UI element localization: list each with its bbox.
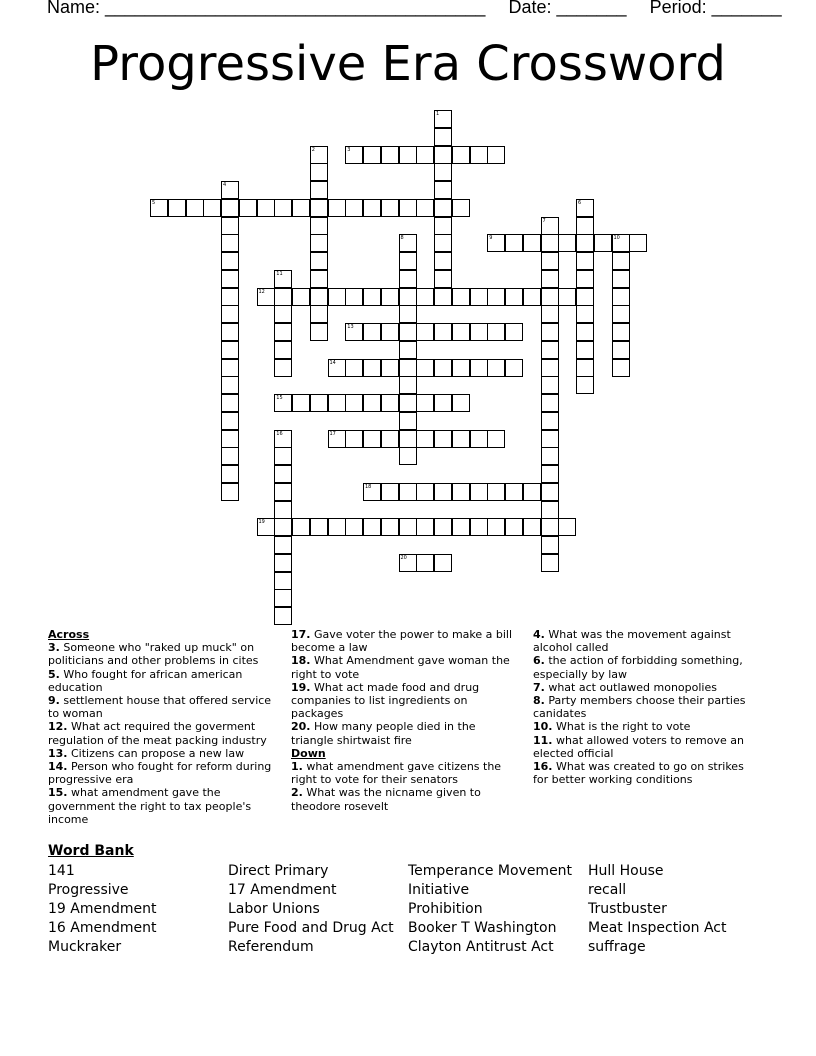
- clue-item: 15. what amendment gave the government the right to tax people's income: [48, 786, 252, 826]
- clue-item: 3. Someone who "raked up muck" on politicians and other problems in cites: [48, 641, 259, 668]
- crossword-cell[interactable]: [399, 199, 417, 217]
- crossword-cell[interactable]: [452, 430, 470, 448]
- crossword-cell[interactable]: [576, 376, 594, 394]
- crossword-cell[interactable]: [434, 128, 452, 146]
- crossword-cell[interactable]: [399, 412, 417, 430]
- crossword-cell[interactable]: [221, 181, 239, 199]
- crossword-cell[interactable]: [221, 465, 239, 483]
- crossword-cell[interactable]: [310, 394, 328, 412]
- clue-item: 4. What was the movement against alcohol called: [533, 628, 731, 655]
- crossword-cell[interactable]: [487, 288, 505, 306]
- crossword-cell[interactable]: [576, 288, 594, 306]
- crossword-cell[interactable]: [541, 323, 559, 341]
- crossword-cell[interactable]: [328, 359, 346, 377]
- word-bank-heading: Word Bank: [48, 843, 134, 859]
- crossword-cell[interactable]: [416, 518, 434, 536]
- crossword-cell[interactable]: [363, 323, 381, 341]
- crossword-cell[interactable]: [310, 217, 328, 235]
- crossword-cell[interactable]: [416, 323, 434, 341]
- crossword-cell[interactable]: [274, 607, 292, 625]
- crossword-cell[interactable]: [470, 483, 488, 501]
- crossword-cell[interactable]: [505, 323, 523, 341]
- crossword-cell[interactable]: [576, 217, 594, 235]
- crossword-cell[interactable]: [576, 234, 594, 252]
- crossword-cell[interactable]: [576, 270, 594, 288]
- crossword-cell[interactable]: [505, 288, 523, 306]
- crossword-cell[interactable]: [541, 501, 559, 519]
- crossword-cell[interactable]: [576, 252, 594, 270]
- clue-item: 13. Citizens can propose a new law: [48, 746, 245, 760]
- word-bank-item: recall: [588, 882, 627, 898]
- crossword-cell[interactable]: [612, 323, 630, 341]
- crossword-cell[interactable]: [470, 146, 488, 164]
- crossword-cell[interactable]: [416, 483, 434, 501]
- word-bank-item: 19 Amendment: [48, 901, 157, 917]
- crossword-cell[interactable]: [363, 518, 381, 536]
- crossword-cell[interactable]: [434, 288, 452, 306]
- crossword-cell[interactable]: [434, 394, 452, 412]
- crossword-cell[interactable]: [487, 323, 505, 341]
- crossword-cell[interactable]: [363, 394, 381, 412]
- date-field[interactable]: Date: _______: [508, 0, 627, 17]
- crossword-cell[interactable]: [487, 518, 505, 536]
- clue-item: 2. What was the nicname given to theodore rosevelt: [291, 786, 481, 813]
- clue-item: 5. Who fought for african american education: [48, 667, 243, 694]
- clue-number: 7: [542, 217, 546, 224]
- crossword-cell[interactable]: [399, 376, 417, 394]
- clue-number: 2: [311, 146, 315, 153]
- crossword-cell[interactable]: [399, 146, 417, 164]
- crossword-cell[interactable]: [399, 430, 417, 448]
- crossword-cell[interactable]: [434, 359, 452, 377]
- clues-column-3: [533, 628, 758, 786]
- word-bank-column: [48, 862, 156, 957]
- crossword-cell[interactable]: [221, 483, 239, 501]
- crossword-cell[interactable]: [381, 288, 399, 306]
- crossword-cell[interactable]: [221, 341, 239, 359]
- crossword-cell[interactable]: [292, 394, 310, 412]
- crossword-cell[interactable]: [363, 288, 381, 306]
- crossword-cell[interactable]: [274, 572, 292, 590]
- crossword-cell[interactable]: [274, 589, 292, 607]
- crossword-cell[interactable]: [310, 518, 328, 536]
- word-bank-item: Initiative: [408, 882, 470, 898]
- clue-number: 19: [258, 519, 265, 526]
- word-bank-column: [228, 862, 394, 957]
- crossword-cell[interactable]: [523, 234, 541, 252]
- crossword-cell[interactable]: [487, 234, 505, 252]
- crossword-cell[interactable]: [328, 430, 346, 448]
- word-bank-item: Prohibition: [408, 901, 483, 917]
- crossword-cell[interactable]: [274, 554, 292, 572]
- crossword-cell[interactable]: [186, 199, 204, 217]
- crossword-cell[interactable]: [470, 323, 488, 341]
- word-bank-item: 141: [48, 863, 75, 879]
- crossword-cell[interactable]: [505, 234, 523, 252]
- clue-number: 10: [613, 235, 620, 242]
- crossword-cell[interactable]: [487, 359, 505, 377]
- crossword-cell[interactable]: [416, 554, 434, 572]
- crossword-cell[interactable]: [345, 430, 363, 448]
- clue-item: 1. what amendment gave citizens the right to vote for their senators: [291, 760, 502, 787]
- crossword-cell[interactable]: [381, 359, 399, 377]
- word-bank-item: Booker T Washington: [408, 920, 557, 936]
- clue-item: 8. Party members choose their parties canidates: [533, 694, 746, 721]
- crossword-cell[interactable]: [487, 146, 505, 164]
- clue-number: 1: [436, 111, 440, 117]
- crossword-cell[interactable]: [434, 146, 452, 164]
- crossword-cell[interactable]: [541, 394, 559, 412]
- clue-number: 20: [400, 554, 407, 561]
- crossword-cell[interactable]: [399, 554, 417, 572]
- crossword-cell[interactable]: [310, 323, 328, 341]
- crossword-cell[interactable]: [523, 483, 541, 501]
- crossword-cell[interactable]: [203, 199, 221, 217]
- crossword-cell[interactable]: [434, 270, 452, 288]
- crossword-cell[interactable]: [416, 146, 434, 164]
- crossword-cell[interactable]: [505, 518, 523, 536]
- word-bank-item: Pure Food and Drug Act: [228, 920, 394, 936]
- clue-item: 10. What is the right to vote: [533, 720, 691, 734]
- crossword-cell[interactable]: [221, 430, 239, 448]
- crossword-cell[interactable]: [345, 288, 363, 306]
- crossword-cell[interactable]: [363, 359, 381, 377]
- crossword-cell[interactable]: [434, 518, 452, 536]
- word-bank-item: Meat Inspection Act: [588, 920, 727, 936]
- word-bank-item: Clayton Antitrust Act: [408, 939, 554, 955]
- crossword-cell[interactable]: [612, 359, 630, 377]
- crossword-cell[interactable]: [399, 518, 417, 536]
- name-field[interactable]: Name: ______________________________________: [47, 0, 486, 17]
- page-title: Progressive Era Crossword: [90, 36, 726, 92]
- crossword-cell[interactable]: [328, 288, 346, 306]
- crossword-cell[interactable]: [612, 234, 630, 252]
- clue-item: 7. what act outlawed monopolies: [533, 680, 717, 694]
- crossword-cell[interactable]: [274, 394, 292, 412]
- crossword-cell[interactable]: [594, 234, 612, 252]
- clue-number: 13: [347, 324, 354, 330]
- clue-item: 12. What act required the goverment regulation of the meat packing industry: [48, 720, 267, 747]
- crossword-cell[interactable]: [310, 163, 328, 181]
- crossword-cell[interactable]: [541, 536, 559, 554]
- crossword-cell[interactable]: [274, 483, 292, 501]
- crossword-cell[interactable]: [541, 270, 559, 288]
- crossword-cell[interactable]: [434, 163, 452, 181]
- crossword-cell[interactable]: [292, 199, 310, 217]
- crossword-cell[interactable]: [399, 234, 417, 252]
- word-bank-item: Direct Primary: [228, 863, 329, 879]
- clue-item: 11. what allowed voters to remove an elected official: [533, 733, 744, 760]
- clue-number: 18: [365, 483, 372, 490]
- clue-number: 16: [276, 430, 283, 437]
- crossword-cell[interactable]: [541, 412, 559, 430]
- clue-number: 5: [152, 199, 156, 206]
- clue-number: 12: [258, 288, 265, 295]
- clues-column-2: [291, 628, 521, 813]
- crossword-cell[interactable]: [399, 341, 417, 359]
- crossword-cell[interactable]: [416, 430, 434, 448]
- crossword-cell[interactable]: [558, 234, 576, 252]
- crossword-cell[interactable]: [381, 518, 399, 536]
- crossword-cell[interactable]: [434, 217, 452, 235]
- clues-column-1: [48, 628, 278, 826]
- crossword-cell[interactable]: [541, 518, 559, 536]
- crossword-cell[interactable]: [541, 217, 559, 235]
- crossword-cell[interactable]: [505, 359, 523, 377]
- crossword-cell[interactable]: [310, 270, 328, 288]
- clue-item: 18. What Amendment gave woman the right to vote: [291, 654, 510, 681]
- clue-number: 14: [329, 359, 336, 366]
- crossword-cell[interactable]: [416, 394, 434, 412]
- crossword-cell[interactable]: [399, 394, 417, 412]
- crossword-cell[interactable]: [541, 234, 559, 252]
- crossword-cell[interactable]: [541, 288, 559, 306]
- crossword-cell[interactable]: [487, 430, 505, 448]
- word-bank-item: Muckraker: [48, 939, 122, 955]
- crossword-cell[interactable]: [399, 288, 417, 306]
- crossword-cell[interactable]: [470, 288, 488, 306]
- crossword-cell[interactable]: [257, 288, 275, 306]
- crossword-cell[interactable]: [452, 146, 470, 164]
- crossword-cell[interactable]: [452, 483, 470, 501]
- crossword-cell[interactable]: [221, 359, 239, 377]
- crossword-cell[interactable]: [168, 199, 186, 217]
- crossword-cell[interactable]: [434, 199, 452, 217]
- clue-item: 9. settlement house that offered service to woman: [48, 694, 272, 721]
- crossword-cell[interactable]: [416, 288, 434, 306]
- crossword-cell[interactable]: [434, 483, 452, 501]
- crossword-cell[interactable]: [434, 323, 452, 341]
- crossword-cell[interactable]: [150, 199, 168, 217]
- crossword-cell[interactable]: [310, 181, 328, 199]
- crossword-cell[interactable]: [310, 305, 328, 323]
- crossword-cell[interactable]: [629, 234, 647, 252]
- crossword-cell[interactable]: [576, 199, 594, 217]
- crossword-cell[interactable]: [612, 288, 630, 306]
- crossword-cell[interactable]: [310, 252, 328, 270]
- crossword-cell[interactable]: [452, 199, 470, 217]
- crossword-cell[interactable]: [363, 199, 381, 217]
- crossword-cell[interactable]: [576, 305, 594, 323]
- crossword-cell[interactable]: [612, 252, 630, 270]
- clue-item: 6. the action of forbidding something, especially by law: [533, 654, 743, 681]
- crossword-cell[interactable]: [399, 483, 417, 501]
- word-bank-item: Hull House: [588, 863, 664, 879]
- clue-item: 14. Person who fought for reform during progressive era: [48, 760, 272, 787]
- crossword-cell[interactable]: [221, 234, 239, 252]
- crossword-cell[interactable]: [541, 465, 559, 483]
- crossword-cell[interactable]: [221, 217, 239, 235]
- crossword-cell[interactable]: [541, 252, 559, 270]
- crossword-cell[interactable]: [274, 447, 292, 465]
- crossword-cell[interactable]: [221, 252, 239, 270]
- crossword-cell[interactable]: [541, 305, 559, 323]
- crossword-cell[interactable]: [576, 359, 594, 377]
- crossword-cell[interactable]: [505, 483, 523, 501]
- crossword-cell[interactable]: [345, 518, 363, 536]
- crossword-cell[interactable]: [221, 305, 239, 323]
- crossword-cell[interactable]: [541, 430, 559, 448]
- crossword-cell[interactable]: [452, 359, 470, 377]
- crossword-cell[interactable]: [541, 376, 559, 394]
- crossword-cell[interactable]: [576, 323, 594, 341]
- crossword-cell[interactable]: [399, 359, 417, 377]
- crossword-cell[interactable]: [221, 447, 239, 465]
- clue-section-heading: Down: [291, 746, 326, 760]
- crossword-cell[interactable]: [434, 181, 452, 199]
- crossword-cell[interactable]: [612, 341, 630, 359]
- crossword-cell[interactable]: [541, 359, 559, 377]
- crossword-cell[interactable]: [452, 323, 470, 341]
- crossword-cell[interactable]: [470, 430, 488, 448]
- crossword-cell[interactable]: [274, 305, 292, 323]
- clue-number: 17: [329, 430, 336, 437]
- crossword-cell[interactable]: [221, 394, 239, 412]
- crossword-cell[interactable]: [221, 412, 239, 430]
- crossword-cell[interactable]: [274, 518, 292, 536]
- clue-item: 20. How many people died in the triangle shirtwaist fire: [291, 720, 476, 747]
- period-field[interactable]: Period: _______: [649, 0, 782, 17]
- crossword-cell[interactable]: [487, 483, 505, 501]
- crossword-cell[interactable]: [381, 430, 399, 448]
- crossword-cell[interactable]: [274, 501, 292, 519]
- crossword-cell[interactable]: [452, 288, 470, 306]
- crossword-cell[interactable]: [345, 323, 363, 341]
- clue-number: 9: [489, 235, 493, 242]
- clue-item: 19. What act made food and drug companies to list ingredients on packages: [291, 680, 480, 721]
- crossword-cell[interactable]: [274, 465, 292, 483]
- crossword-cell[interactable]: [381, 146, 399, 164]
- crossword-cell[interactable]: [310, 199, 328, 217]
- crossword-cell[interactable]: [541, 341, 559, 359]
- crossword-cell[interactable]: [399, 323, 417, 341]
- word-bank-item: Labor Unions: [228, 901, 320, 917]
- crossword-cell[interactable]: [381, 199, 399, 217]
- word-bank-item: Trustbuster: [588, 901, 667, 917]
- clue-section-heading: Across: [48, 628, 90, 641]
- crossword-cell[interactable]: [612, 305, 630, 323]
- crossword-cell[interactable]: [363, 430, 381, 448]
- crossword-cell[interactable]: [345, 359, 363, 377]
- clue-number: 8: [400, 235, 404, 242]
- crossword-cell[interactable]: [381, 394, 399, 412]
- crossword-cell[interactable]: [612, 270, 630, 288]
- crossword-cell[interactable]: [381, 483, 399, 501]
- crossword-cell[interactable]: [399, 305, 417, 323]
- crossword-cell[interactable]: [399, 270, 417, 288]
- crossword-cell[interactable]: [523, 288, 541, 306]
- crossword-cell[interactable]: [399, 447, 417, 465]
- crossword-cell[interactable]: [274, 323, 292, 341]
- crossword-cell[interactable]: [416, 359, 434, 377]
- crossword-cell[interactable]: [310, 146, 328, 164]
- crossword-cell[interactable]: [292, 518, 310, 536]
- crossword-cell[interactable]: [310, 234, 328, 252]
- clue-item: 16. What was created to go on strikes for better working conditions: [533, 760, 744, 787]
- crossword-cell[interactable]: [381, 323, 399, 341]
- crossword-cell[interactable]: [452, 394, 470, 412]
- crossword-cell[interactable]: [558, 518, 576, 536]
- crossword-cell[interactable]: [274, 270, 292, 288]
- clue-number: 4: [223, 182, 227, 188]
- crossword-cell[interactable]: [274, 199, 292, 217]
- crossword-cell[interactable]: [452, 518, 470, 536]
- crossword-cell[interactable]: [274, 341, 292, 359]
- crossword-cell[interactable]: [221, 288, 239, 306]
- word-bank-column: [408, 862, 572, 957]
- crossword-cell[interactable]: [257, 199, 275, 217]
- crossword-cell[interactable]: [274, 430, 292, 448]
- crossword-cell[interactable]: [328, 199, 346, 217]
- crossword-cell[interactable]: [541, 447, 559, 465]
- crossword-cell[interactable]: [434, 554, 452, 572]
- crossword-cell[interactable]: [416, 199, 434, 217]
- word-bank-item: Progressive: [48, 882, 129, 898]
- clue-item: 17. Gave voter the power to make a bill become a law: [291, 628, 513, 655]
- crossword-cell[interactable]: [221, 323, 239, 341]
- clue-number: 3: [347, 146, 351, 153]
- crossword-cell[interactable]: [434, 252, 452, 270]
- crossword-cell[interactable]: [470, 359, 488, 377]
- crossword-cell[interactable]: [345, 394, 363, 412]
- crossword-cell[interactable]: [221, 270, 239, 288]
- crossword-cell[interactable]: [274, 288, 292, 306]
- crossword-cell[interactable]: [434, 430, 452, 448]
- crossword-cell[interactable]: [434, 234, 452, 252]
- crossword-cell[interactable]: [363, 146, 381, 164]
- word-bank-item: suffrage: [588, 939, 646, 955]
- crossword-cell[interactable]: [274, 536, 292, 554]
- clue-number: 6: [578, 199, 582, 206]
- clue-number: 15: [276, 395, 283, 401]
- crossword-cell[interactable]: [523, 518, 541, 536]
- crossword-cell[interactable]: [239, 199, 257, 217]
- crossword-cell[interactable]: [328, 518, 346, 536]
- crossword-cell[interactable]: [310, 288, 328, 306]
- crossword-cell[interactable]: [221, 199, 239, 217]
- word-bank-item: Referendum: [228, 939, 314, 955]
- word-bank-item: 17 Amendment: [228, 882, 337, 898]
- crossword-cell[interactable]: [576, 341, 594, 359]
- crossword-cell[interactable]: [363, 483, 381, 501]
- crossword-cell[interactable]: [541, 483, 559, 501]
- crossword-cell[interactable]: [345, 146, 363, 164]
- crossword-cell[interactable]: [558, 288, 576, 306]
- word-bank-item: 16 Amendment: [48, 920, 157, 936]
- crossword-cell[interactable]: [274, 359, 292, 377]
- word-bank-item: Temperance Movement: [408, 863, 573, 879]
- clue-number: 11: [276, 270, 283, 277]
- crossword-cell[interactable]: [345, 199, 363, 217]
- crossword-cell[interactable]: [257, 518, 275, 536]
- crossword-cell[interactable]: [328, 394, 346, 412]
- word-bank-column: [588, 862, 727, 957]
- crossword-cell[interactable]: [434, 110, 452, 128]
- crossword-cell[interactable]: [221, 376, 239, 394]
- crossword-cell[interactable]: [399, 252, 417, 270]
- crossword-cell[interactable]: [292, 288, 310, 306]
- crossword-cell[interactable]: [541, 554, 559, 572]
- crossword-cell[interactable]: [470, 518, 488, 536]
